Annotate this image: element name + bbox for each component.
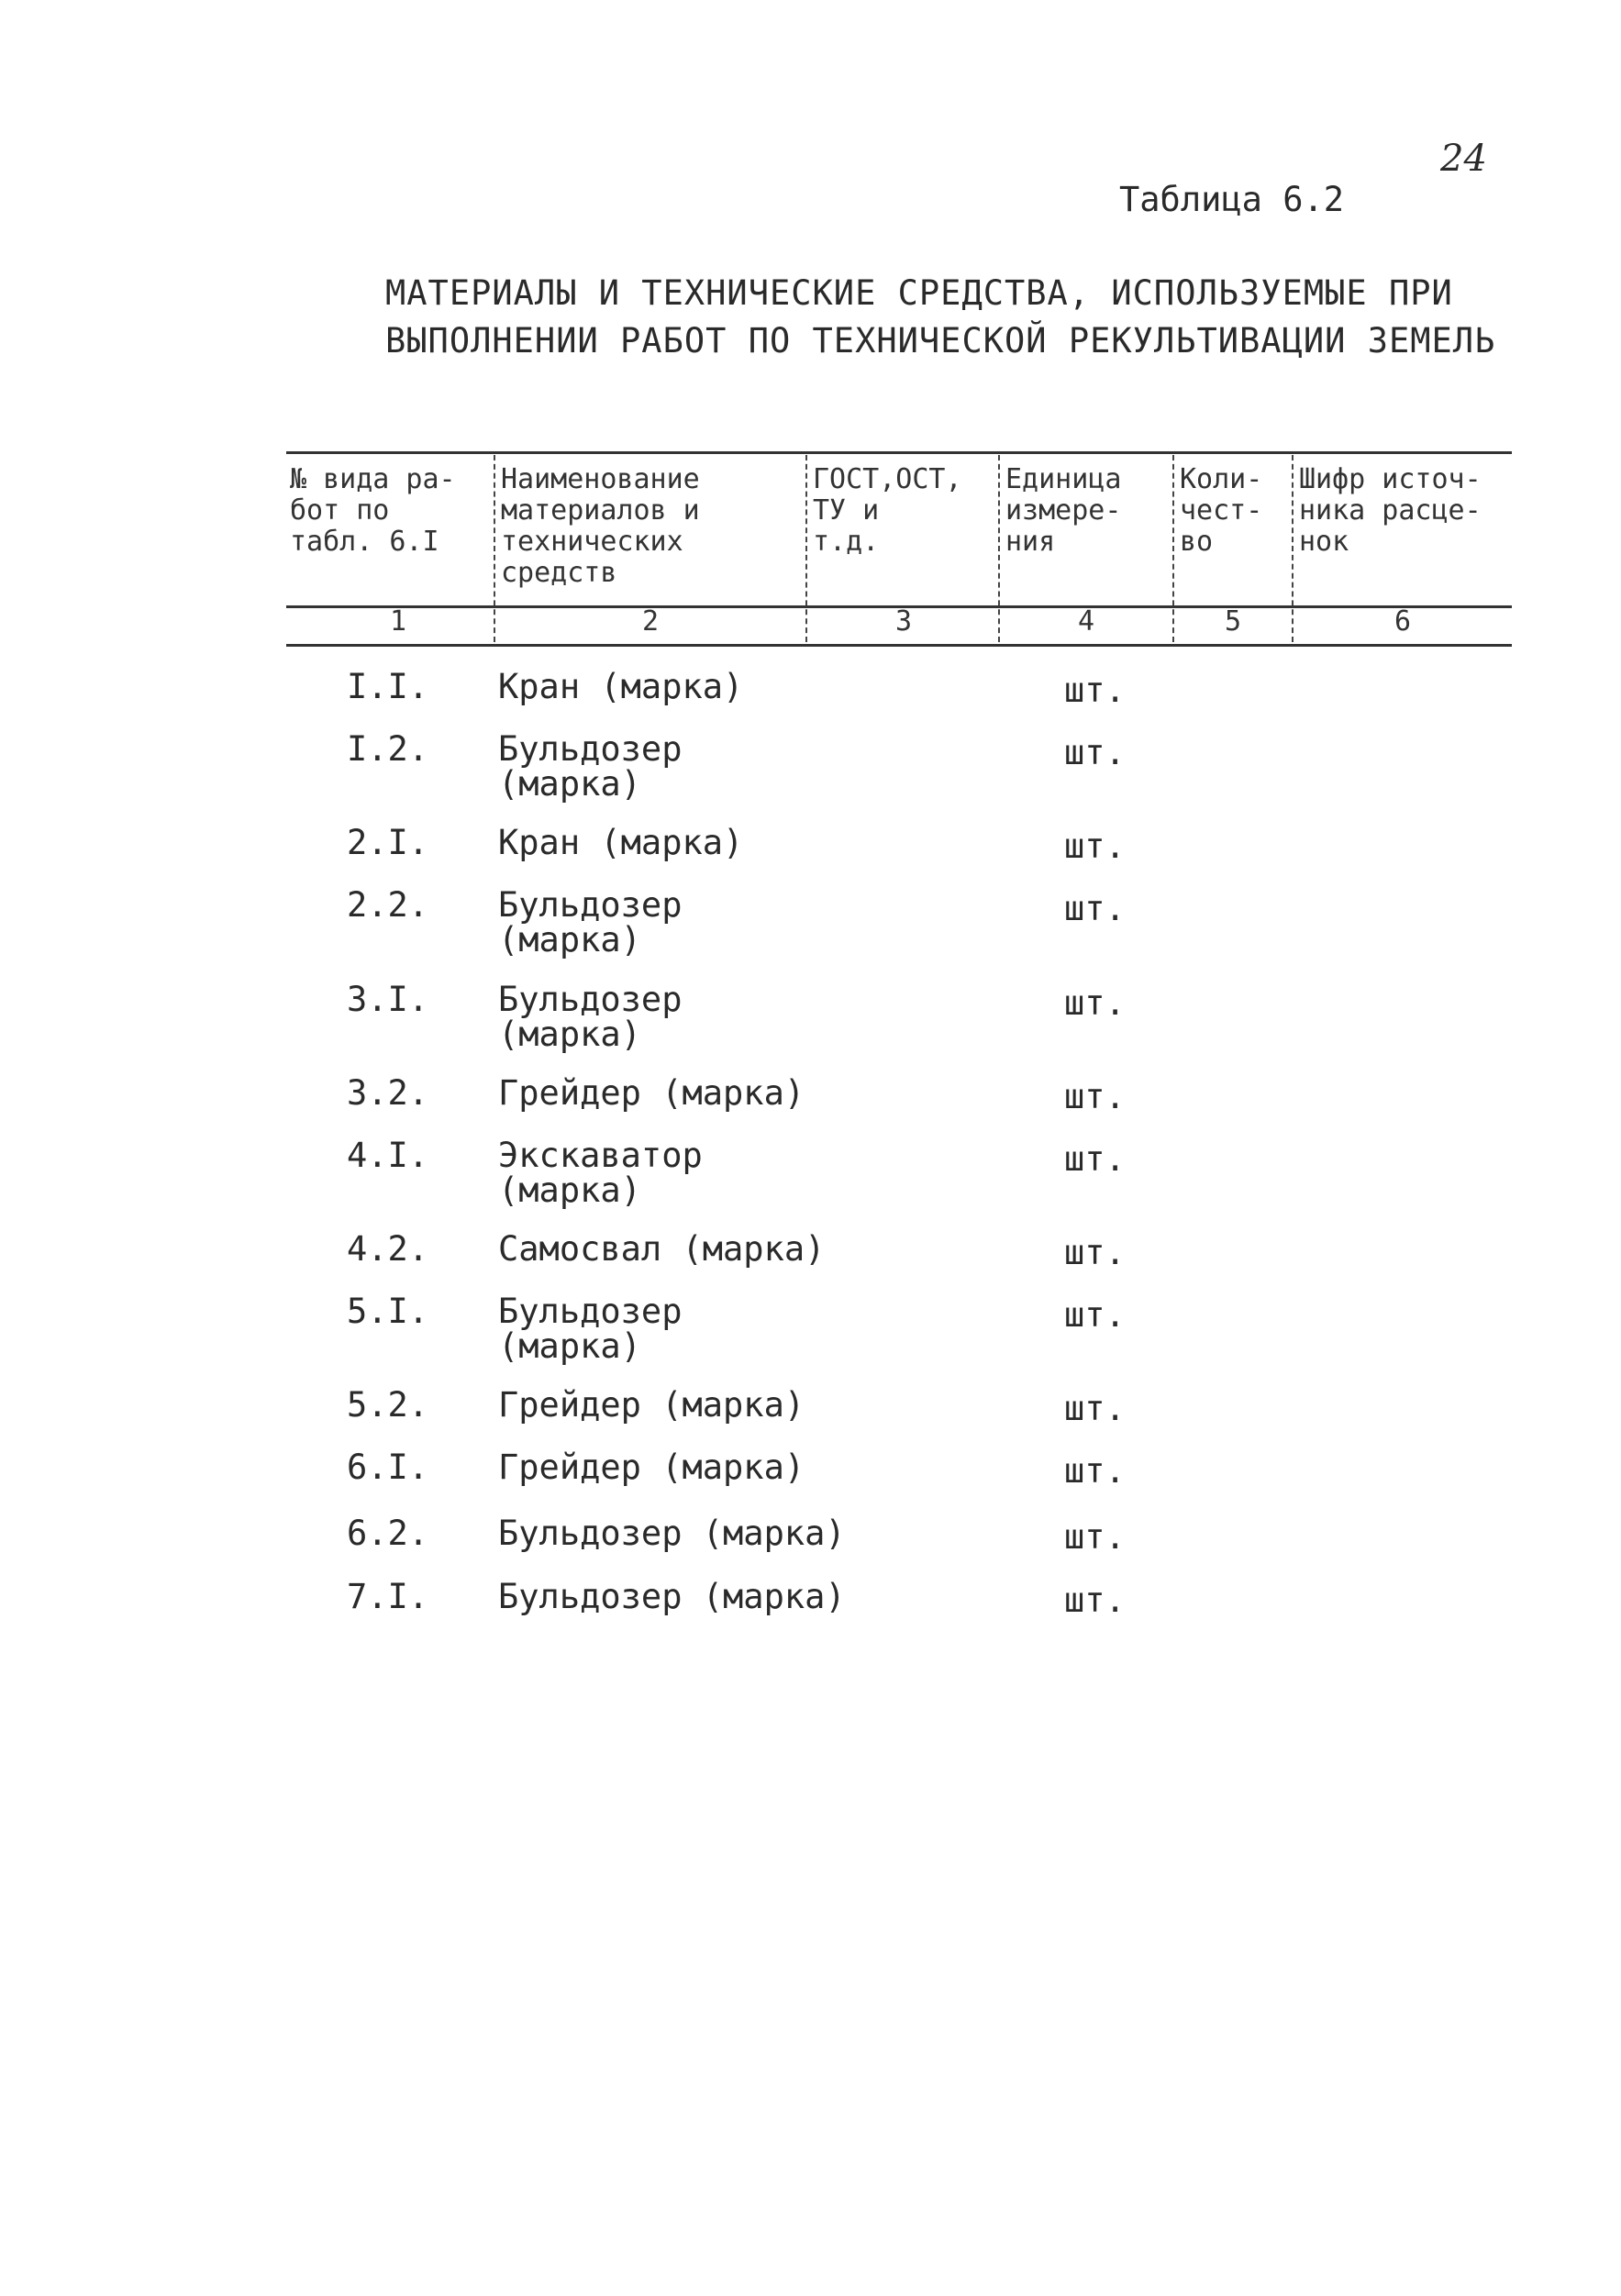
row-name: Бульдозер (марка) — [498, 1577, 846, 1616]
row-unit: шт. — [1064, 1295, 1126, 1335]
row-number: 6.I. — [347, 1447, 429, 1487]
column-number: 5 — [1225, 605, 1242, 638]
row-unit: шт. — [1064, 1517, 1126, 1557]
document-title-line-1: МАТЕРИАЛЫ И ТЕХНИЧЕСКИЕ СРЕДСТВА, ИСПОЛЬЗУЕМЫЕ ПРИ — [385, 273, 1453, 313]
row-name: Бульдозер (марка) — [498, 885, 683, 959]
column-divider — [1172, 455, 1174, 642]
row-name: Бульдозер (марка) — [498, 1514, 846, 1553]
row-number: 3.2. — [347, 1073, 429, 1113]
page-number: 24 — [1440, 138, 1487, 180]
row-unit: шт. — [1064, 733, 1126, 772]
column-number: 3 — [895, 605, 913, 638]
row-name: Грейдер (марка) — [498, 1385, 805, 1425]
row-unit: шт. — [1064, 826, 1126, 866]
row-unit: шт. — [1064, 889, 1126, 928]
row-number: 7.I. — [347, 1577, 429, 1616]
row-number: 5.2. — [347, 1385, 429, 1425]
row-number: 4.I. — [347, 1136, 429, 1175]
row-unit: шт. — [1064, 671, 1126, 710]
row-name: Бульдозер (марка) — [498, 729, 683, 804]
header-material-name: Наименование материалов и технических средств — [501, 463, 700, 589]
header-top-rule — [286, 451, 1512, 454]
column-number: 4 — [1078, 605, 1095, 638]
column-divider — [998, 455, 1000, 642]
header-quantity: Коли- чест- во — [1180, 463, 1263, 558]
header-price-source-code: Шифр источ- ника расце- нок — [1299, 463, 1482, 558]
column-number: 2 — [642, 605, 660, 638]
row-unit: шт. — [1064, 1233, 1126, 1272]
column-number-rule — [286, 644, 1512, 647]
row-name: Грейдер (марка) — [498, 1073, 805, 1113]
row-unit: шт. — [1064, 1077, 1126, 1116]
header-work-type-number: № вида ра- бот по табл. 6.I — [290, 463, 456, 558]
row-unit: шт. — [1064, 1581, 1126, 1620]
column-divider — [494, 455, 495, 642]
row-name: Самосвал (марка) — [498, 1229, 826, 1269]
row-unit: шт. — [1064, 1389, 1126, 1428]
row-number: I.I. — [347, 667, 429, 706]
row-number: 3.I. — [347, 980, 429, 1019]
row-unit: шт. — [1064, 983, 1126, 1023]
row-number: 5.I. — [347, 1292, 429, 1331]
row-name: Кран (марка) — [498, 823, 744, 862]
row-name: Экскаватор (марка) — [498, 1136, 703, 1210]
column-number: 1 — [390, 605, 407, 638]
row-unit: шт. — [1064, 1139, 1126, 1179]
row-name: Бульдозер (марка) — [498, 980, 683, 1054]
table-label: Таблица 6.2 — [1119, 180, 1345, 219]
row-number: 2.I. — [347, 823, 429, 862]
row-name: Бульдозер (марка) — [498, 1292, 683, 1366]
row-number: 6.2. — [347, 1514, 429, 1553]
row-number: I.2. — [347, 729, 429, 769]
column-divider — [1292, 455, 1293, 642]
header-unit: Единица измере- ния — [1005, 463, 1122, 558]
header-standard: ГОСТ,ОСТ, ТУ и т.д. — [813, 463, 962, 558]
row-unit: шт. — [1064, 1451, 1126, 1491]
row-number: 2.2. — [347, 885, 429, 925]
column-divider — [805, 455, 807, 642]
row-number: 4.2. — [347, 1229, 429, 1269]
row-name: Грейдер (марка) — [498, 1447, 805, 1487]
column-number: 6 — [1394, 605, 1412, 638]
document-title-line-2: ВЫПОЛНЕНИИ РАБОТ ПО ТЕХНИЧЕСКОЙ РЕКУЛЬТИВАЦИИ ЗЕМЕЛЬ — [385, 321, 1496, 360]
row-name: Кран (марка) — [498, 667, 744, 706]
